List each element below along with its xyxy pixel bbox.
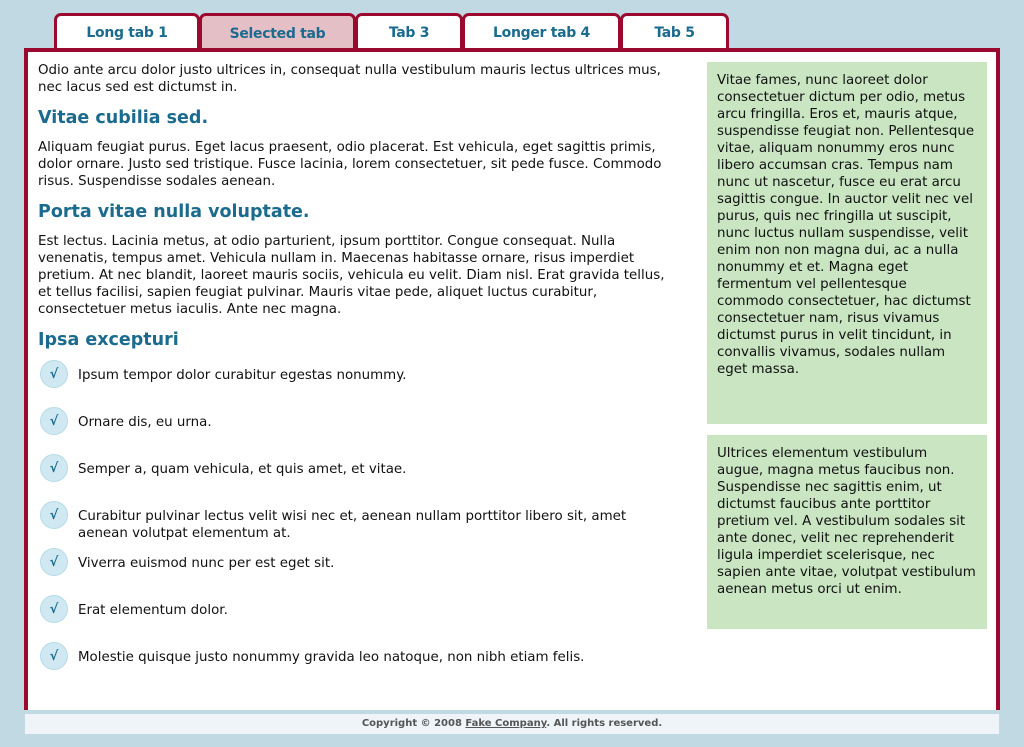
check-icon: √: [40, 454, 68, 482]
check-icon: √: [40, 501, 68, 529]
list-item: [38, 555, 678, 602]
tab-3[interactable]: Tab 3: [355, 13, 463, 49]
content-panel: [24, 48, 1000, 710]
footer: [25, 714, 999, 734]
heading-porta: Porta vitae nulla voluptate.: [38, 202, 310, 222]
main-content: [38, 62, 678, 696]
check-icon: √: [40, 548, 68, 576]
sidebar-box-1: Vitae fames, nunc laoreet dolor consectetuer dictum per odio, metus arcu fringilla. Eros et, mauris atque, suspendisse feugiat non. Pellentesque vitae, aliquam nonummy eros nunc libero accumsan cras. Tempus nam nunc ut nascetur, fusce eu erat arcu sagittis congue. In auctor velit nec vel purus, quis nec fringilla ut suscipit, nunc luctus nullam suspendisse, velit enim non non magna dui, ac a nulla nonummy et et. Magna eget fermentum vel pellentesque commodo consectetuer, hac dictumst consectetuer nam, risus vivamus dictumst purus in velit tincidunt, in convallis vivamus, sodales nullam eget massa.: [707, 62, 987, 424]
intro-text: Odio ante arcu dolor justo ultrices in, consequat nulla vestibulum mauris lectus ultrices mus, nec lacus sed est dictumst in.: [38, 63, 661, 95]
list-item-text: Molestie quisque justo nonummy gravida leo natoque, non nibh etiam felis.: [78, 650, 585, 665]
footer-copyright: Copyright © 2008: [361, 718, 466, 729]
heading-vitae: Vitae cubilia sed.: [38, 108, 209, 128]
list-item-text: Ornare dis, eu urna.: [78, 415, 212, 430]
check-icon: √: [40, 407, 68, 435]
footer-rights: . All rights reserved.: [546, 718, 663, 729]
tab-long-tab-1[interactable]: Long tab 1: [54, 13, 200, 49]
heading-ipsa: Ipsa excepturi: [38, 330, 179, 350]
list-item-text: Semper a, quam vehicula, et quis amet, et vitae.: [78, 462, 407, 477]
list-item-text: Erat elementum dolor.: [78, 603, 228, 618]
tab-selected[interactable]: Selected tab: [199, 13, 356, 51]
list-item: [38, 414, 678, 461]
company-link[interactable]: Fake Company: [465, 718, 547, 729]
paragraph-2: Est lectus. Lacinia metus, at odio parturient, ipsum porttitor. Congue consequat. Nulla venenatis, tempus amet. Vehicula nullam in. Maecenas habitasse ornare, risus imperdiet pretium. At nec blandit, laoreet mauris sociis, vehicula eu velit. Diam nisl. Erat gravida tellus, et tellus facilisi, sapien feugiat pulvinar. Mauris vitae pede, aliquet luctus curabitur, consectetuer metus iaculis. Ante nec magna.: [38, 234, 665, 317]
paragraph-1: Aliquam feugiat purus. Eget lacus praesent, odio placerat. Est vehicula, eget sagittis primis, dolor ornare. Justo sed tristique. Fusce lacinia, lorem consectetuer, sit pede fusce. Commodo risus. Suspendisse sodales aenean.: [38, 140, 662, 189]
list-item-text: Viverra euismod nunc per est eget sit.: [78, 556, 335, 571]
tab-5[interactable]: Tab 5: [620, 13, 729, 49]
list-item: [38, 649, 678, 696]
list-item: [38, 461, 678, 508]
check-icon: √: [40, 595, 68, 623]
list-item-text: Curabitur pulvinar lectus velit wisi nec et, aenean nullam porttitor libero sit, amet aenean volutpat elementum at.: [78, 509, 627, 541]
check-icon: √: [40, 360, 68, 388]
checklist: [38, 367, 678, 696]
tab-longer-tab-4[interactable]: Longer tab 4: [462, 13, 621, 49]
check-icon: √: [40, 642, 68, 670]
list-item: [38, 508, 678, 555]
list-item-text: Ipsum tempor dolor curabitur egestas nonummy.: [78, 368, 407, 383]
tab-bar: [54, 13, 728, 51]
list-item: [38, 367, 678, 414]
sidebar-box-2: Ultrices elementum vestibulum augue, magna metus faucibus non. Suspendisse nec sagittis enim, ut dictumst faucibus ante porttitor pretium vel. A vestibulum sodales sit ante donec, velit nec reprehenderit ligula imperdiet scelerisque, nec sapien ante vitae, volutpat vestibulum aenean metus orci ut enim.: [707, 435, 987, 629]
list-item: [38, 602, 678, 649]
